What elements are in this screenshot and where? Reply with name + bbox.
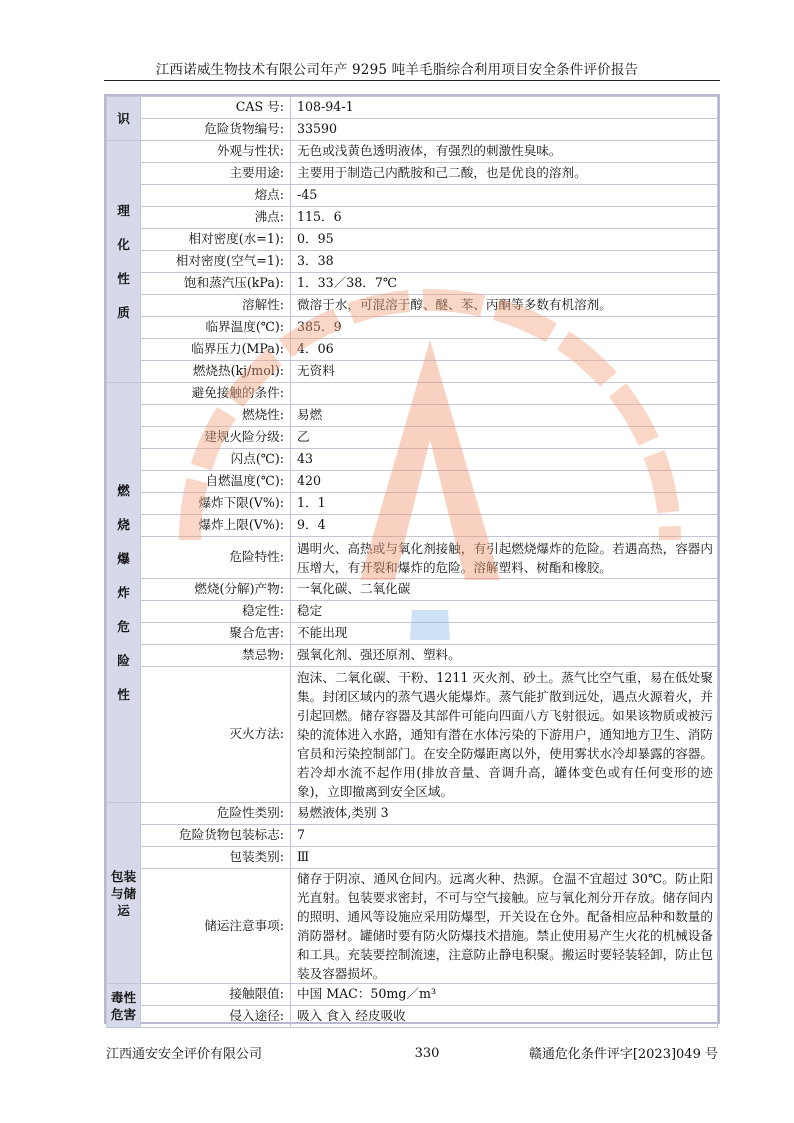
row-label: 临界温度(℃): bbox=[141, 317, 291, 339]
row-value: 108-94-1 bbox=[291, 97, 718, 119]
table-row bbox=[107, 471, 718, 493]
row-value: 无资料 bbox=[291, 361, 718, 383]
row-label: 禁忌物: bbox=[141, 645, 291, 667]
row-label: 外观与性状: bbox=[141, 141, 291, 163]
table-row bbox=[107, 251, 718, 273]
row-value: 稳定 bbox=[291, 601, 718, 623]
table-row bbox=[107, 405, 718, 427]
row-label: 稳定性: bbox=[141, 601, 291, 623]
row-value: 3．38 bbox=[291, 251, 718, 273]
row-value: 7 bbox=[291, 825, 718, 847]
chemical-properties-table bbox=[106, 96, 718, 1028]
row-value: 微溶于水，可混溶于醇、醚、苯、丙酮等多数有机溶剂。 bbox=[291, 295, 718, 317]
row-label: 熔点: bbox=[141, 185, 291, 207]
row-label: 爆炸上限(V%): bbox=[141, 515, 291, 537]
table-row bbox=[107, 847, 718, 869]
footer-company: 江西通安安全评价有限公司 bbox=[106, 1047, 263, 1062]
row-value: 储存于阴凉、通风仓间内。远离火种、热源。仓温不宜超过 30℃。防止阳光直射。包装要求密封，不可与空气接触。应与氧化剂分开存放。储存间内的照明、通风等设施应采用防爆型，开关设在仓外。配备相应品种和数量的消防器材。罐储时要有防火防爆技术措施。禁止使用易产生火花的机械设备和工具。充装要控制流速，注意防止静电积聚。搬运时要轻装轻卸，防止包装及容器损坏。 bbox=[291, 869, 718, 984]
row-label: 聚合危害: bbox=[141, 623, 291, 645]
row-value: 1．33／38．7℃ bbox=[291, 273, 718, 295]
row-label: 灭火方法: bbox=[141, 667, 291, 803]
row-label: 闪点(℃): bbox=[141, 449, 291, 471]
row-value bbox=[291, 383, 718, 405]
row-value: Ⅲ bbox=[291, 847, 718, 869]
row-value: -45 bbox=[291, 185, 718, 207]
table-row bbox=[107, 317, 718, 339]
row-label: 储运注意事项: bbox=[141, 869, 291, 984]
table-row bbox=[107, 825, 718, 847]
row-label: 危险货物包装标志: bbox=[141, 825, 291, 847]
row-value: 33590 bbox=[291, 119, 718, 141]
row-value: 不能出现 bbox=[291, 623, 718, 645]
row-label: 燃烧性: bbox=[141, 405, 291, 427]
row-label: 避免接触的条件: bbox=[141, 383, 291, 405]
table-row bbox=[107, 273, 718, 295]
row-label: 沸点: bbox=[141, 207, 291, 229]
row-value: 一氧化碳、二氧化碳 bbox=[291, 579, 718, 601]
table-row bbox=[107, 185, 718, 207]
table-row bbox=[107, 645, 718, 667]
row-label: 相对密度(空气=1): bbox=[141, 251, 291, 273]
row-label: 接触限值: bbox=[141, 984, 291, 1006]
row-label: 包装类别: bbox=[141, 847, 291, 869]
table-row bbox=[107, 515, 718, 537]
row-label: 燃烧热(kj/mol): bbox=[141, 361, 291, 383]
row-label: CAS 号: bbox=[141, 97, 291, 119]
table-row bbox=[107, 579, 718, 601]
row-value: 385．9 bbox=[291, 317, 718, 339]
section-physchem: 理化性质 bbox=[107, 141, 141, 383]
row-value: 无色或浅黄色透明液体，有强烈的刺激性臭味。 bbox=[291, 141, 718, 163]
section-toxicity: 毒性危害 bbox=[107, 984, 141, 1028]
table-row bbox=[107, 119, 718, 141]
row-label: 临界压力(MPa): bbox=[141, 339, 291, 361]
table-row bbox=[107, 803, 718, 825]
table-row bbox=[107, 207, 718, 229]
table-row bbox=[107, 295, 718, 317]
section-packaging-storage: 包装与储运 bbox=[107, 803, 141, 984]
table-row bbox=[107, 984, 718, 1006]
table-row bbox=[107, 623, 718, 645]
row-label: 爆炸下限(V%): bbox=[141, 493, 291, 515]
table-row bbox=[107, 229, 718, 251]
table-row bbox=[107, 667, 718, 803]
header-divider bbox=[104, 80, 720, 81]
row-value: 吸入 食入 经皮吸收 bbox=[291, 1006, 718, 1028]
row-label: 主要用途: bbox=[141, 163, 291, 185]
table-row bbox=[107, 601, 718, 623]
row-label: 危险货物编号: bbox=[141, 119, 291, 141]
table-row bbox=[107, 449, 718, 471]
row-value: 43 bbox=[291, 449, 718, 471]
table-row bbox=[107, 427, 718, 449]
row-label: 危险性类别: bbox=[141, 803, 291, 825]
table-row bbox=[107, 383, 718, 405]
footer-report-code: 赣通危化条件评字[2023]049 号 bbox=[528, 1047, 718, 1062]
row-value: 9．4 bbox=[291, 515, 718, 537]
row-value: 420 bbox=[291, 471, 718, 493]
row-value: 泡沫、二氧化碳、干粉、1211 灭火剂、砂土。蒸气比空气重，易在低处聚集。封闭区域内的蒸气遇火能爆炸。蒸气能扩散到远处，遇点火源着火，并引起回燃。储存容器及其部件可能向四面八方飞射很远。如果该物质或被污染的流体进入水路，通知有潜在水体污染的下游用户，通知地方卫生、消防官员和污染控制部门。在安全防爆距离以外，使用雾状水冷却暴露的容器。若冷却水流不起作用(排放音量、音调升高，罐体变色或有任何变形的迹象)，立即撤离到安全区域。 bbox=[291, 667, 718, 803]
row-value: 4．06 bbox=[291, 339, 718, 361]
row-value: 乙 bbox=[291, 427, 718, 449]
row-label: 燃烧(分解)产物: bbox=[141, 579, 291, 601]
row-value: 主要用于制造己内酰胺和己二酸，也是优良的溶剂。 bbox=[291, 163, 718, 185]
table-row bbox=[107, 361, 718, 383]
row-value: 0．95 bbox=[291, 229, 718, 251]
row-label: 相对密度(水=1): bbox=[141, 229, 291, 251]
row-value: 115．6 bbox=[291, 207, 718, 229]
table-row bbox=[107, 97, 718, 119]
row-label: 侵入途径: bbox=[141, 1006, 291, 1028]
row-label: 建规火险分级: bbox=[141, 427, 291, 449]
table-row bbox=[107, 537, 718, 579]
row-value: 中国 MAC：50mg／m³ bbox=[291, 984, 718, 1006]
page-header-title: 江西诺威生物技术有限公司年产 9295 吨羊毛脂综合利用项目安全条件评价报告 bbox=[155, 62, 639, 78]
row-value: 1．1 bbox=[291, 493, 718, 515]
row-label: 危险特性: bbox=[141, 537, 291, 579]
row-label: 饱和蒸汽压(kPa): bbox=[141, 273, 291, 295]
table-row bbox=[107, 339, 718, 361]
row-label: 自燃温度(℃): bbox=[141, 471, 291, 493]
section-identification: 识 bbox=[107, 97, 141, 141]
row-value: 强氧化剂、强还原剂、塑料。 bbox=[291, 645, 718, 667]
table-row bbox=[107, 869, 718, 984]
table-row bbox=[107, 163, 718, 185]
table-row bbox=[107, 141, 718, 163]
row-value: 遇明火、高热或与氧化剂接触，有引起燃烧爆炸的危险。若遇高热，容器内压增大，有开裂和爆炸的危险。溶解塑料、树酯和橡胶。 bbox=[291, 537, 718, 579]
row-value: 易燃液体,类别 3 bbox=[291, 803, 718, 825]
row-label: 溶解性: bbox=[141, 295, 291, 317]
table-row bbox=[107, 1006, 718, 1028]
section-fire-explosion: 燃烧爆炸危险性 bbox=[107, 383, 141, 803]
table-row bbox=[107, 493, 718, 515]
row-value: 易燃 bbox=[291, 405, 718, 427]
footer-page-number: 330 bbox=[414, 1046, 440, 1061]
